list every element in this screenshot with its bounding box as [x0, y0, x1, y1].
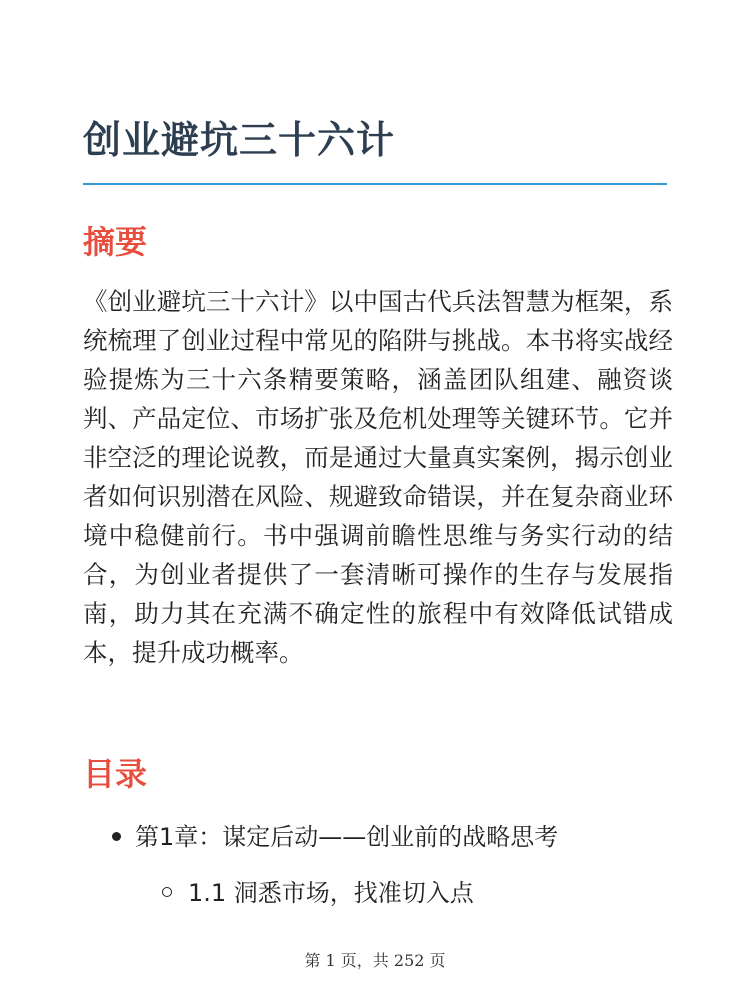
- toc-item-section-1-1[interactable]: [162, 876, 474, 910]
- toc-item-label: 第1章：谋定后动——创业前的战略思考: [135, 823, 559, 851]
- abstract-heading: 摘要: [83, 223, 148, 261]
- toc-item-label: 1.1 洞悉市场，找准切入点: [188, 879, 474, 907]
- toc-heading: 目录: [83, 755, 148, 793]
- abstract-paragraph: 《创业避坑三十六计》以中国古代兵法智慧为框架，系统梳理了创业过程中常见的陷阱与挑战。本书将实战经验提炼为三十六条精要策略，涵盖团队组建、融资谈判、产品定位、市场扩张及危机处理等关键环节。它并非空泛的理论说教，而是通过大量真实案例，揭示创业者如何识别潜在风险、规避致命错误，并在复杂商业环境中稳健前行。书中强调前瞻性思维与务实行动的结合，为创业者提供了一套清晰可操作的生存与发展指南，助力其在充满不确定性的旅程中有效降低试错成本，提升成功概率。: [83, 287, 673, 667]
- toc-item-chapter-1[interactable]: [112, 820, 558, 854]
- title-divider: [83, 183, 667, 185]
- circle-bullet-icon: [162, 887, 172, 897]
- disc-bullet-icon: [112, 832, 121, 841]
- page-number-footer: 第 1 页，共 252 页: [304, 951, 446, 970]
- document-title: 创业避坑三十六计: [83, 118, 396, 162]
